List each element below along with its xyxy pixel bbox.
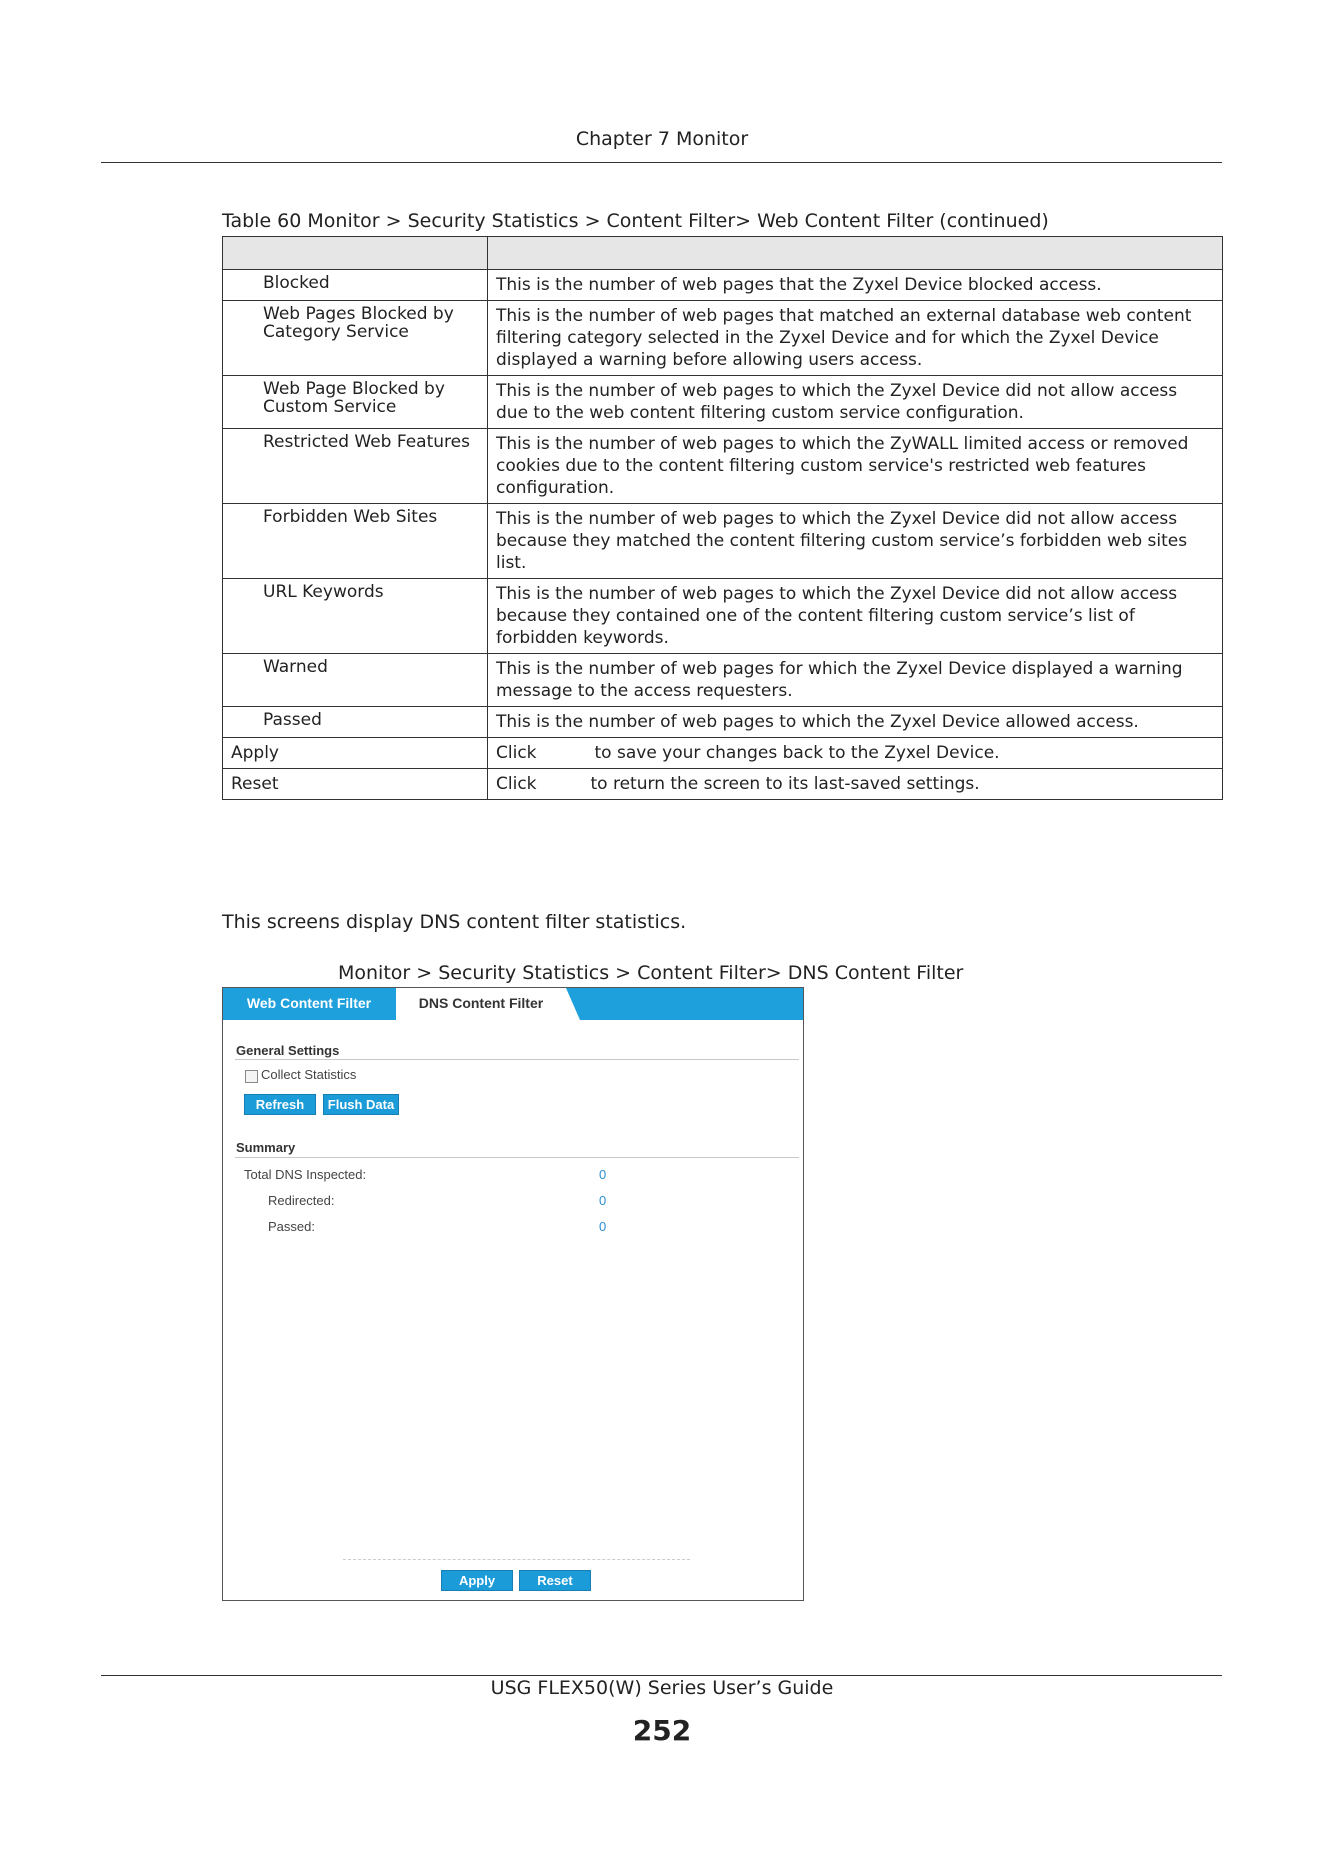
figure-caption: Monitor > Security Statistics > Content Filter> DNS Content Filter [338, 962, 964, 984]
table-row [223, 579, 1223, 654]
refresh-button[interactable]: Refresh [244, 1094, 316, 1115]
reset-button[interactable]: Reset [519, 1570, 591, 1591]
redirected-label: Redirected: [268, 1193, 335, 1208]
row-description: This is the number of web pages to which the Zyxel Device did not allow access because they matched the content filtering custom service’s forbidden web sites list. [488, 504, 1223, 579]
table-row [223, 270, 1223, 301]
table-row [223, 504, 1223, 579]
dns-content-filter-screenshot [222, 987, 804, 1601]
tab-dns-content-filter[interactable]: DNS Content Filter [396, 988, 566, 1020]
row-description: This is the number of web pages that matched an external database web content filtering category selected in the Zyxel Device and for which the Zyxel Device displayed a warning before allowing users access. [488, 301, 1223, 376]
page-number: 252 [632, 1714, 692, 1747]
row-description: This is the number of web pages for which the Zyxel Device displayed a warning message to the access requesters. [488, 654, 1223, 707]
row-description: This is the number of web pages to which the ZyWALL limited access or removed cookies due to the content filtering custom service's restricted web features configuration. [488, 429, 1223, 504]
table-row [223, 301, 1223, 376]
row-description [488, 769, 1223, 800]
row-description: This is the number of web pages to which the Zyxel Device did not allow access because they contained one of the content filtering custom service’s list of forbidden keywords. [488, 579, 1223, 654]
tab-bar [223, 988, 803, 1020]
table-header-desc-cell [488, 237, 1223, 270]
table-header-label-cell [223, 237, 488, 270]
click-word: Click [496, 743, 537, 763]
chapter-header: Chapter 7 Monitor [575, 128, 749, 150]
summary-heading: Summary [236, 1140, 296, 1155]
collect-statistics-label: Collect Statistics [261, 1067, 357, 1082]
row-label: Warned [223, 654, 488, 707]
table-caption: Table 60 Monitor > Security Statistics > Content Filter> Web Content Filter (continued) [222, 210, 1049, 232]
row-description: This is the number of web pages that the Zyxel Device blocked access. [488, 270, 1223, 301]
total-dns-inspected-value: 0 [599, 1167, 607, 1182]
row-label: Web Pages Blocked by Category Service [223, 301, 488, 376]
row-label: Blocked [223, 270, 488, 301]
footer-guide-title: USG FLEX50(W) Series User’s Guide [490, 1677, 834, 1699]
intro-paragraph: This screens display DNS content filter statistics. [222, 911, 687, 933]
row-label: Passed [223, 707, 488, 738]
reset-description: to return the screen to its last-saved settings. [590, 774, 980, 794]
row-description [488, 738, 1223, 769]
general-settings-divider [235, 1059, 799, 1060]
table-row [223, 376, 1223, 429]
redirected-value: 0 [599, 1193, 607, 1208]
total-dns-inspected-label: Total DNS Inspected: [244, 1167, 367, 1182]
table-row [223, 707, 1223, 738]
table-row-apply [223, 738, 1223, 769]
passed-label: Passed: [268, 1219, 315, 1234]
row-label: Apply [223, 738, 488, 769]
field-description-table [222, 236, 1223, 800]
button-area-divider [343, 1559, 690, 1560]
table-header-row [223, 237, 1223, 270]
click-word: Click [496, 774, 537, 794]
row-label: URL Keywords [223, 579, 488, 654]
summary-divider [235, 1157, 799, 1158]
apply-button[interactable]: Apply [441, 1570, 513, 1591]
header-divider [101, 162, 1222, 163]
row-label: Forbidden Web Sites [223, 504, 488, 579]
row-label: Web Page Blocked by Custom Service [223, 376, 488, 429]
apply-description: to save your changes back to the Zyxel Device. [594, 743, 1000, 763]
footer-divider [101, 1675, 1222, 1676]
table-row [223, 429, 1223, 504]
collect-statistics-checkbox[interactable] [245, 1070, 258, 1083]
table-row-reset [223, 769, 1223, 800]
row-description: This is the number of web pages to which the Zyxel Device did not allow access due to the web content filtering custom service configuration. [488, 376, 1223, 429]
tab-web-content-filter[interactable]: Web Content Filter [246, 995, 372, 1011]
table-row [223, 654, 1223, 707]
flush-data-button[interactable]: Flush Data [323, 1094, 399, 1115]
row-label: Restricted Web Features [223, 429, 488, 504]
row-label: Reset [223, 769, 488, 800]
general-settings-heading: General Settings [236, 1043, 340, 1058]
row-description: This is the number of web pages to which the Zyxel Device allowed access. [488, 707, 1223, 738]
passed-value: 0 [599, 1219, 607, 1234]
